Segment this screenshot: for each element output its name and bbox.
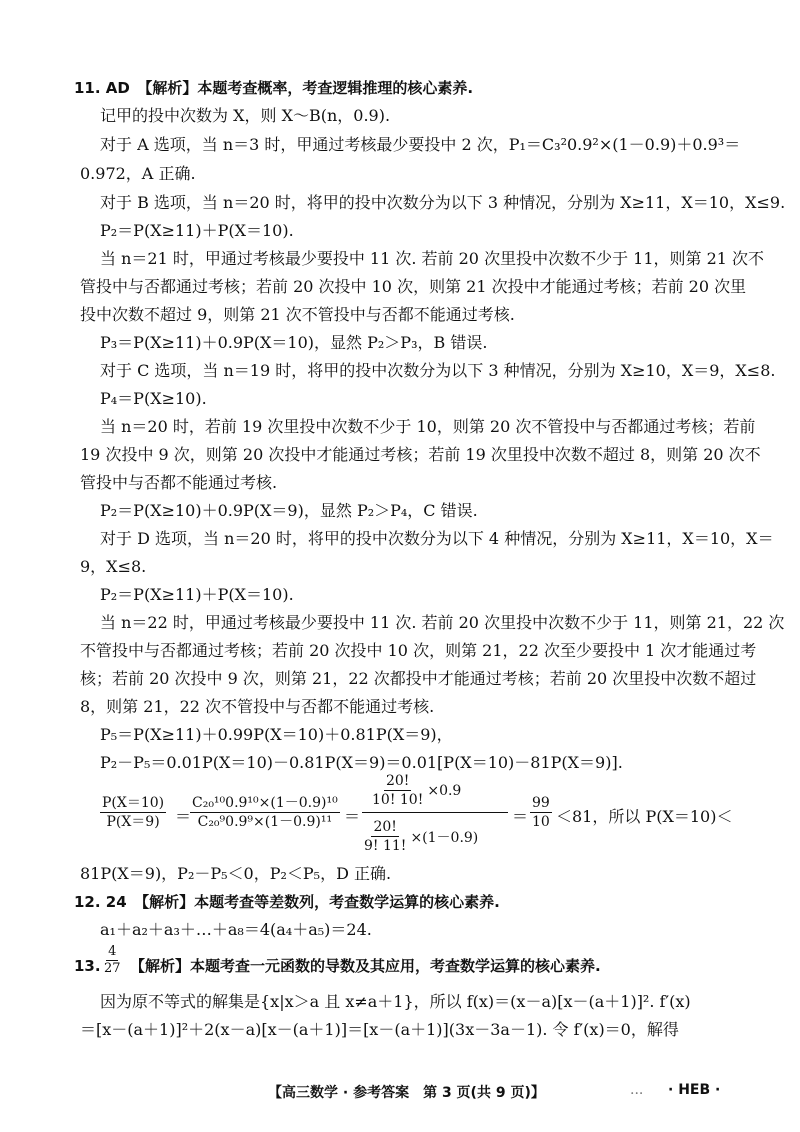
inner-multiplier: ×(1－0.9) <box>410 829 479 846</box>
fraction-numerator: C₂₀¹⁰0.9¹⁰×(1－0.9)¹⁰ <box>192 795 338 811</box>
q11-line: P₃＝P(X≥11)＋0.9P(X＝10)，显然 P₂＞P₃，B 错误. <box>100 333 488 352</box>
q12-header: 12. 24 【解析】本题考查等差数列，考查数学运算的核心素养. <box>74 893 500 911</box>
fraction-numerator: 20! <box>373 819 397 835</box>
q11-line: P₂＝P(X≥11)＋P(X＝10). <box>100 221 294 240</box>
q13-header: 【解析】本题考查一元函数的导数及其应用，考查数学运算的核心素养. <box>130 957 601 975</box>
q11-line: 对于 B 选项，当 n＝20 时，将甲的投中次数分为以下 3 种情况，分别为 X≥11，X＝10，X≤9. <box>100 193 786 212</box>
q11-line: P₅＝P(X≥11)＋0.99P(X＝10)＋0.81P(X＝9)， <box>100 725 453 744</box>
q11-line: 8，则第 21，22 次不管投中与否都不能通过考核. <box>80 697 435 716</box>
q11-line: 核；若前 20 次投中 9 次，则第 21，22 次都投中才能通过考核；若前 20 次里投中次数不超过 <box>80 669 757 688</box>
q11-line: 管投中与否都通过考核；若前 20 次投中 10 次，则第 21 次投中才能通过考核；若前 20 次里 <box>80 277 747 296</box>
q11-line: 9，X≤8. <box>80 557 147 576</box>
q11-header: 11. AD 【解析】本题考查概率，考查逻辑推理的核心素养. <box>74 79 474 97</box>
q11-line: 0.972，A 正确. <box>80 164 196 183</box>
q11-line: 记甲的投中次数为 X，则 X～B(n，0.9). <box>100 106 391 125</box>
equals-sign: ＝ <box>512 807 529 826</box>
inner-multiplier: ×0.9 <box>427 782 462 799</box>
footer-dots: ... <box>630 1082 644 1098</box>
fraction-denominator: 10! 10! <box>372 792 424 808</box>
q13-line: 因为原不等式的解集是{x|x＞a 且 x≠a＋1}，所以 f(x)＝(x－a)[x－(a＋1)]². f′(x) <box>100 992 691 1011</box>
q11-line: P₄＝P(X≥10). <box>100 389 207 408</box>
footer-code: · HEB · <box>668 1082 721 1098</box>
q11-line: P₂＝P(X≥11)＋P(X＝10). <box>100 585 294 604</box>
q11-line: 当 n＝22 时，甲通过考核最少要投中 11 次. 若前 20 次里投中次数不少于 11，则第 21，22 次 <box>100 613 785 632</box>
q11-line: 19 次投中 9 次，则第 20 次投中才能通过考核；若前 19 次里投中次数不超过 8，则第 20 次不 <box>80 445 761 464</box>
q11-line: 当 n＝20 时，若前 19 次里投中次数不少于 10，则第 20 次不管投中与否都通过考核；若前 <box>100 417 756 436</box>
q11-line: 管投中与否都不能通过考核. <box>80 473 278 492</box>
q11-line: 投中次数不超过 9，则第 21 次不管投中与否都不能通过考核. <box>80 305 515 324</box>
fraction-binomial <box>190 794 340 831</box>
q11-line: 对于 A 选项，当 n＝3 时，甲通过考核最少要投中 2 次，P₁＝C₃²0.9²×(1－0.9)＋0.9³＝ <box>100 135 741 154</box>
fraction-numerator: P(X＝10) <box>102 795 165 811</box>
fraction-99-over-10 <box>530 794 552 831</box>
q11-line: 不管投中与否都通过考核；若前 20 次投中 10 次，则第 21，22 次至少要投中 1 次才能通过考 <box>80 641 757 660</box>
fraction-denominator: P(X＝9) <box>106 814 160 830</box>
fraction-numerator: 20! <box>385 773 410 789</box>
equals-sign: ＝ <box>175 807 192 826</box>
main-fraction-bar <box>362 812 508 813</box>
equals-sign: ＝ <box>344 807 361 826</box>
fraction-p10-over-p9 <box>100 794 166 831</box>
q13-number: 13. <box>74 957 101 975</box>
q11-last-line: 81P(X＝9)，P₂－P₅＜0，P₂＜P₅，D 正确. <box>80 864 392 883</box>
q12-line: a₁＋a₂＋a₃＋…＋a₈＝4(a₄＋a₅)＝24. <box>100 920 372 939</box>
fraction-numerator: 4 <box>108 944 117 959</box>
q11-line: 对于 C 选项，当 n＝19 时，将甲的投中次数分为以下 3 种情况，分别为 X≥10，X＝9，X≤8. <box>100 361 776 380</box>
compound-fraction <box>362 772 508 858</box>
inner-fraction-bottom <box>362 818 408 855</box>
q13-answer-fraction <box>102 944 123 977</box>
fraction-denominator: 9! 11! <box>364 838 407 854</box>
q13-line: ＝[x－(a＋1)]²＋2(x－a)[x－(a＋1)]＝[x－(a＋1)](3x－3a－1). 令 f′(x)＝0，解得 <box>80 1020 679 1039</box>
q11-line: 当 n＝21 时，甲通过考核最少要投中 11 次. 若前 20 次里投中次数不少于 11，则第 21 次不 <box>100 249 765 268</box>
fraction-denominator: C₂₀⁹0.9⁹×(1－0.9)¹¹ <box>197 814 333 830</box>
page-footer: 【高三数学 · 参考答案 第 3 页(共 9 页)】 <box>268 1085 545 1101</box>
fraction-denominator: 27 <box>104 961 121 976</box>
q11-line: P₂＝P(X≥10)＋0.9P(X＝9)，显然 P₂＞P₄，C 错误. <box>100 501 478 520</box>
equation-tail: ＜81，所以 P(X＝10)＜ <box>556 807 733 826</box>
fraction-denominator: 10 <box>532 814 550 830</box>
q11-line: P₂－P₅＝0.01P(X＝10)－0.81P(X＝9)＝0.01[P(X＝10)－81P(X＝9)]. <box>100 753 623 772</box>
inner-fraction-top <box>370 772 425 809</box>
fraction-numerator: 99 <box>532 795 550 811</box>
q11-line: 对于 D 选项，当 n＝20 时，将甲的投中次数分为以下 4 种情况，分别为 X≥11，X＝10，X＝ <box>100 529 774 548</box>
